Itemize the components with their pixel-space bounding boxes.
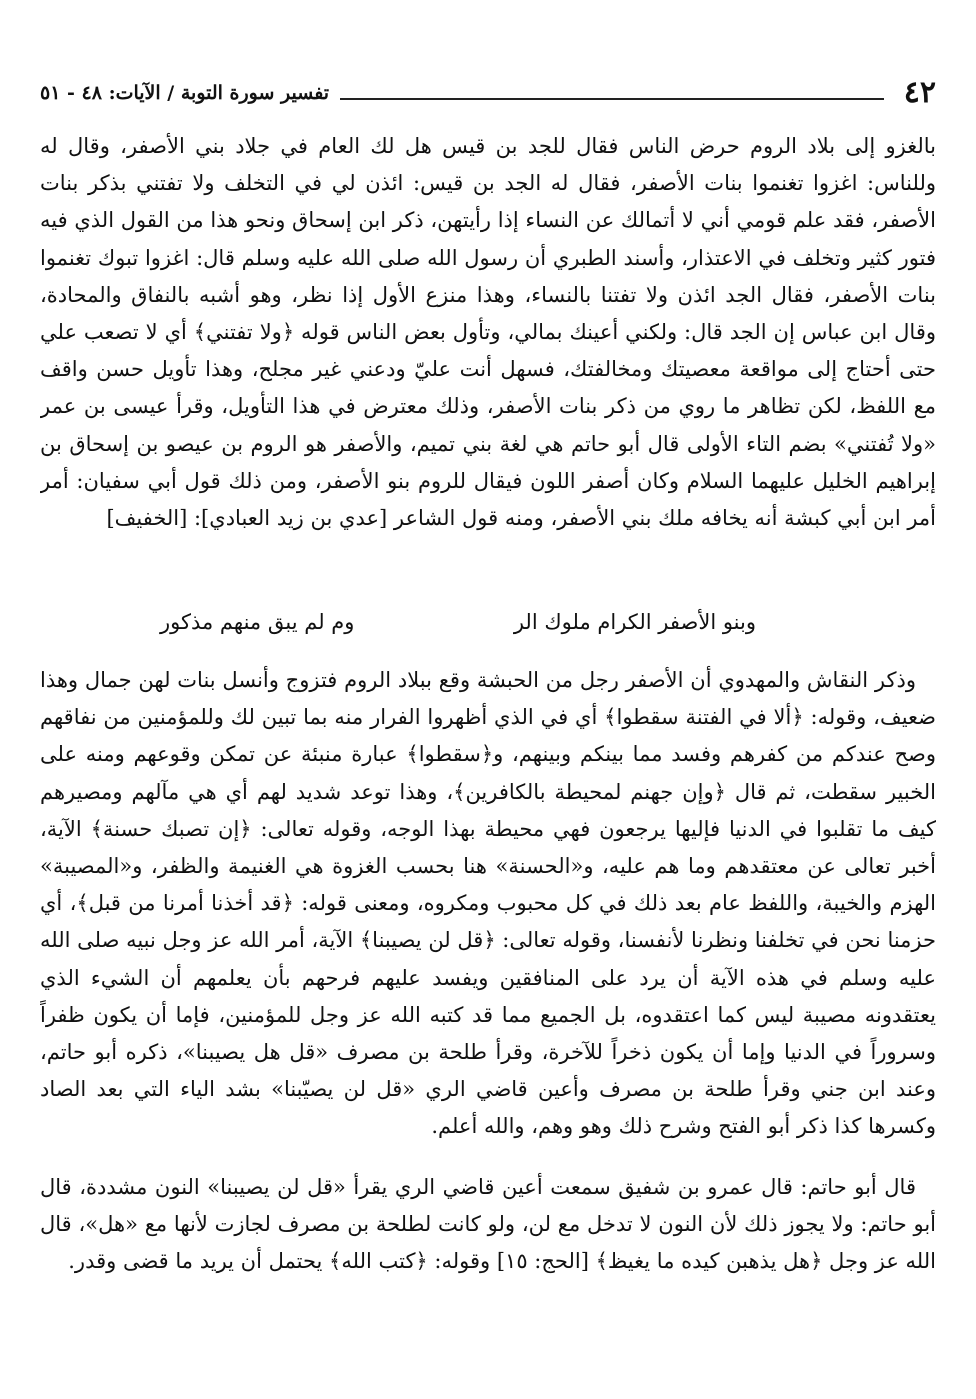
header-rule (340, 98, 884, 100)
page-body (40, 128, 936, 1281)
page-header (40, 74, 936, 114)
running-title: تفسير سورة التوبة / الآيات: ٤٨ - ٥١ (40, 82, 330, 104)
paragraph-1: بالغزو إلى بلاد الروم حرض الناس فقال للجد بن قيس هل لك العام في جلاد بني الأصفر، وقال له وللناس: اغزوا تغنموا بنات الأصفر، فقال له الجد بن قيس: ائذن لي في التخلف ولا تفتني بذكر بنات الأصفر، فقد علم قومي أني لا أتمالك عن النساء إذا رأيتهن، ذكر ابن إسحاق ونحو هذا من القول الذي فيه فتور كثير وتخلف في الاعتذار، وأسند الطبري أن رسول الله صلى الله عليه وسلم قال: اغزوا تبوك تغنموا بنات الأصفر، فقال الجد ائذن ولا تفتنا بالنساء، وهذا منزع الأول إذا نظر، وهو أشبه بالنفاق والمحادة، وقال ابن عباس إن الجد قال: ولكني أعينك بمالي، وتأول بعض الناس قوله ﴿ولا تفتني﴾ أي لا تصعب علي حتى أحتاج إلى مواقعة معصيتك ومخالفتك، فسهل أنت عليّ ودعني غير مجلح، وهذا تأويل حسن واقف مع اللفظ، لكن تظاهر ما روي من ذكر بنات الأصفر، وذلك معترض في هذا التأويل، وقرأ عيسى بن عمر «ولا تُفتني» بضم التاء الأولى قال أبو حاتم هي لغة بني تميم، والأصفر هو الروم بن عيصو بن إسحاق بن إبراهيم الخليل عليهما السلام وكان أصفر اللون فيقال للروم بنو الأصفر، ومن ذلك قول أبي سفيان: أمر أمر ابن أبي كبشة أنه يخافه ملك بني الأصفر، ومنه قول الشاعر [عدي بن زيد العبادي]: [الخفيف] (40, 134, 936, 531)
verse-hemistich-1: وبنو الأصفر الكرام ملوك الر (513, 610, 756, 634)
poetry-verse (40, 598, 936, 662)
verse-hemistich-2: وم لم يبق منهم مذكور (160, 610, 355, 634)
paragraph-3: قال أبو حاتم: قال عمرو بن شفيق سمعت أعين قاضي الري يقرأ «قل لن يصيبنا» النون مشددة، قال أبو حاتم: ولا يجوز ذلك لأن النون لا تدخل مع لن، ولو كانت لطلحة بن مصرف لجازت لأنها مع «هل»، قال الله عز وجل ﴿هل يذهبن كيده ما يغيظ﴾ [الحج: ١٥] وقوله: ﴿كتب الله﴾ يحتمل أن يريد ما قضى وقدر. (40, 1175, 936, 1274)
paragraph-2: وذكر النقاش والمهدوي أن الأصفر رجل من الحبشة وقع ببلاد الروم فتزوج وأنسل بنات لهن جمال وهذا ضعيف، وقوله: ﴿ألا في الفتنة سقطوا﴾ أي في الذي أظهروا الفرار منه بما تبين لك وللمؤمنين من نفاقهم وصح عندكم من كفرهم وفسد مما بينكم وبينهم، و﴿سقطوا﴾ عبارة منبئة عن تمكن وقوعهم ومنه على الخبير سقطت، ثم قال ﴿وإن جهنم لمحيطة بالكافرين﴾، وهذا توعد شديد لهم أي هي مآلهم ومصيرهم كيف ما تقلبوا في الدنيا فإليها يرجعون فهي محيطة بهذا الوجه، وقوله تعالى: ﴿إن تصبك حسنة﴾ الآية، أخبر تعالى عن معتقدهم وما هم عليه، و«الحسنة» هنا بحسب الغزوة هي الغنيمة والظفر، و«المصيبة» الهزم والخيبة، واللفظ عام بعد ذلك في كل محبوب ومكروه، ومعنى قوله: ﴿قد أخذنا أمرنا من قبل﴾، أي حزمنا نحن في تخلفنا ونظرنا لأنفسنا، وقوله تعالى: ﴿قل لن يصيبنا﴾ الآية، أمر الله عز وجل نبيه صلى الله عليه وسلم في هذه الآية أن يرد على المنافقين ويفسد عليهم فرحهم بأن يعلمهم أن الشيء الذي يعتقدونه مصيبة ليس كما اعتقدوه، بل الجميع مما قد كتبه الله عز وجل للمؤمنين، فإما أن يكون ظفراً وسروراً في الدنيا وإما أن يكون ذخراً للآخرة، وقرأ طلحة بن مصرف «قل هل يصيبنا»، ذكره أبو حاتم، وعند ابن جني وقرأ طلحة بن مصرف وأعين قاضي الري «قل لن يصيّبنا» بشد الياء التي بعد الصاد وكسرها كذا ذكر أبو الفتح وشرح ذلك وهو وهم، والله أعلم. (40, 668, 936, 1139)
page-number: ٤٢ (903, 75, 936, 110)
